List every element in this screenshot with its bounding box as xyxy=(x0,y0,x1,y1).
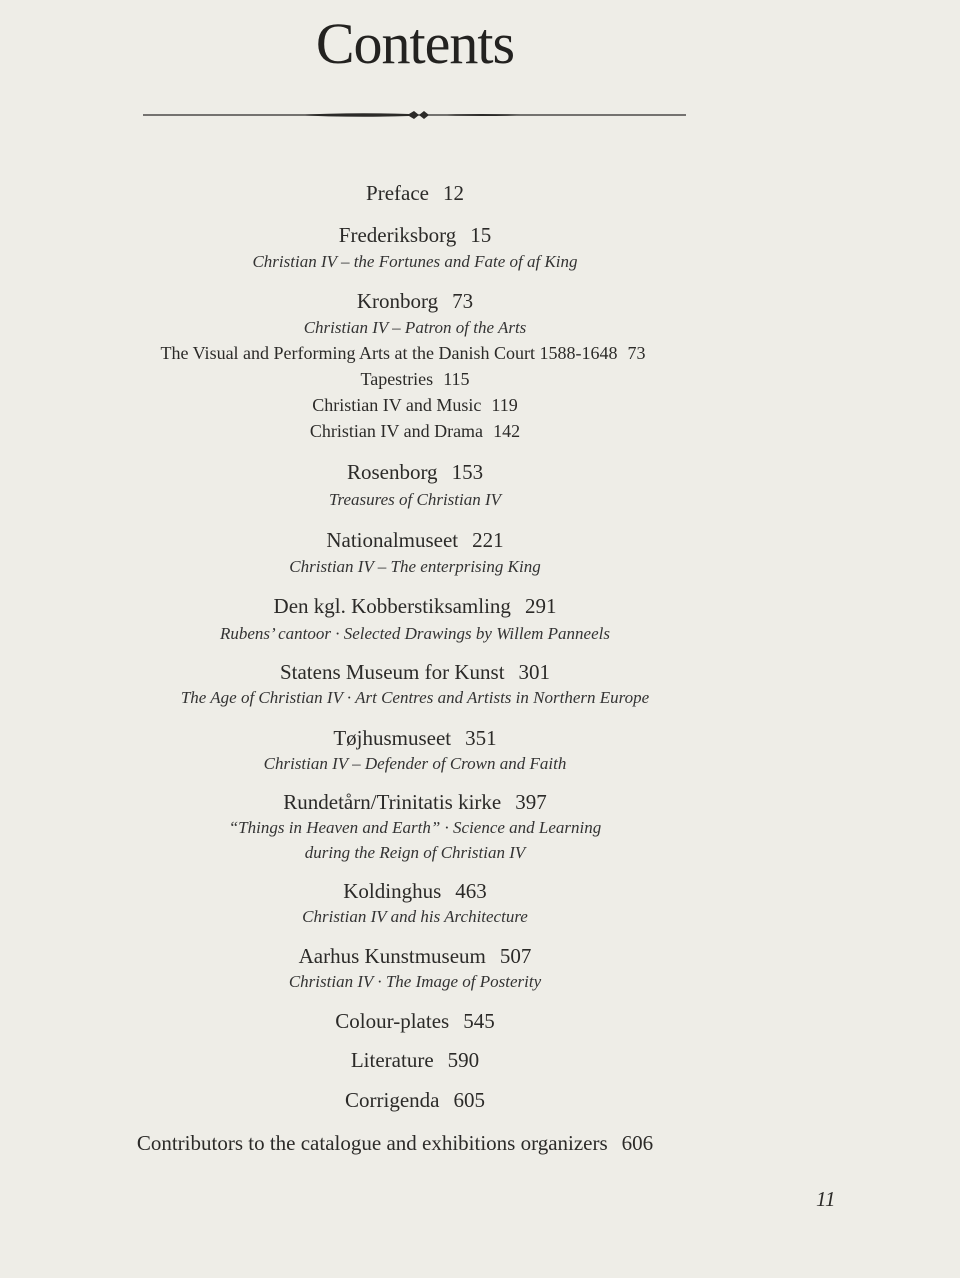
entry-page: 73 xyxy=(627,343,646,363)
entry-title: Literature xyxy=(350,1048,434,1072)
toc-entry-koldinghus xyxy=(0,879,830,904)
toc-entry-corrigenda xyxy=(0,1088,830,1113)
toc-entry-aarhus-kunstmuseum xyxy=(0,944,830,969)
toc-entry-kronborg xyxy=(0,289,830,314)
entry-title: Contributors to the catalogue and exhibitions organizers xyxy=(136,1131,608,1155)
toc-entry-tojhusmuseet xyxy=(0,726,830,751)
toc-subtitle-frederiksborg: Christian IV – the Fortunes and Fate of af King xyxy=(252,252,578,271)
entry-title: Tapestries xyxy=(360,369,434,389)
toc-subtitle-rosenborg: Treasures of Christian IV xyxy=(328,490,502,509)
entry-title: Corrigenda xyxy=(345,1088,440,1112)
entry-title: Den kgl. Kobberstiksamling xyxy=(273,594,511,618)
entry-title: Rosenborg xyxy=(346,460,438,484)
entry-page: 463 xyxy=(455,879,487,903)
toc-entry-kobberstiksamling xyxy=(0,594,830,619)
toc-entry-rundetarn xyxy=(0,790,830,815)
toc-entry-statens-museum xyxy=(0,660,830,685)
entry-title: Christian IV and Drama xyxy=(309,421,484,441)
entry-page: 119 xyxy=(491,395,518,415)
entry-page: 73 xyxy=(452,289,474,313)
entry-page: 301 xyxy=(518,660,551,684)
entry-page: 142 xyxy=(493,421,521,441)
toc-entry-music xyxy=(0,395,830,416)
entry-title: The Visual and Performing Arts at the Danish Court 1588-1648 xyxy=(160,343,618,363)
toc-subtitle-aarhus-kunstmuseum: Christian IV · The Image of Posterity xyxy=(288,972,542,991)
toc-entry-frederiksborg xyxy=(0,223,830,248)
toc-subtitle-tojhusmuseet: Christian IV – Defender of Crown and Faith xyxy=(263,754,567,773)
entry-page: 605 xyxy=(453,1088,485,1112)
page-title: Contents xyxy=(315,11,515,76)
toc-entry-drama xyxy=(0,421,830,442)
toc-entry-contributors xyxy=(0,1131,790,1156)
ornamental-rule xyxy=(143,108,686,122)
entry-title: Kronborg xyxy=(356,289,439,313)
entry-title: Tøjhusmuseet xyxy=(333,726,452,750)
toc-subtitle-kronborg: Christian IV – Patron of the Arts xyxy=(303,318,527,337)
toc-subtitle-rundetarn-cont: during the Reign of Christian IV xyxy=(304,843,526,862)
toc-entry-colour-plates xyxy=(0,1009,830,1034)
toc-subtitle-statens-museum: The Age of Christian IV · Art Centres and Artists in Northern Europe xyxy=(180,688,650,707)
entry-page: 12 xyxy=(442,181,464,205)
toc-subtitle-rundetarn: “Things in Heaven and Earth” · Science and Learning xyxy=(228,818,602,837)
toc-entry-nationalmuseet xyxy=(0,528,830,553)
toc-entry-visual-arts xyxy=(0,343,806,364)
entry-title: Koldinghus xyxy=(343,879,442,903)
toc-entry-rosenborg xyxy=(0,460,830,485)
entry-page: 545 xyxy=(463,1009,495,1033)
toc-subtitle-koldinghus: Christian IV and his Architecture xyxy=(302,907,528,926)
entry-page: 115 xyxy=(443,369,470,389)
entry-page: 153 xyxy=(451,460,484,484)
entry-title: Colour-plates xyxy=(335,1009,450,1033)
toc-subtitle-nationalmuseet: Christian IV – The enterprising King xyxy=(289,557,541,576)
entry-page: 590 xyxy=(447,1048,480,1072)
entry-page: 606 xyxy=(621,1131,654,1155)
toc-entry-tapestries xyxy=(0,369,830,390)
entry-title: Aarhus Kunstmuseum xyxy=(298,944,486,968)
entry-title: Statens Museum for Kunst xyxy=(279,660,505,684)
toc-entry-preface xyxy=(0,181,830,206)
page-number: 11 xyxy=(816,1187,836,1211)
entry-title: Preface xyxy=(366,181,429,205)
toc-entry-literature xyxy=(0,1048,830,1073)
entry-page: 397 xyxy=(515,790,547,814)
entry-title: Rundetårn/Trinitatis kirke xyxy=(283,790,502,814)
entry-page: 221 xyxy=(472,528,504,552)
toc-subtitle-kobberstiksamling: Rubens’ cantoor · Selected Drawings by Willem Panneels xyxy=(220,624,610,643)
entry-page: 351 xyxy=(465,726,497,750)
entry-page: 507 xyxy=(499,944,532,968)
entry-title: Frederiksborg xyxy=(338,223,457,247)
entry-title: Nationalmuseet xyxy=(326,528,459,552)
entry-page: 291 xyxy=(524,594,557,618)
entry-page: 15 xyxy=(470,223,492,247)
entry-title: Christian IV and Music xyxy=(312,395,482,415)
